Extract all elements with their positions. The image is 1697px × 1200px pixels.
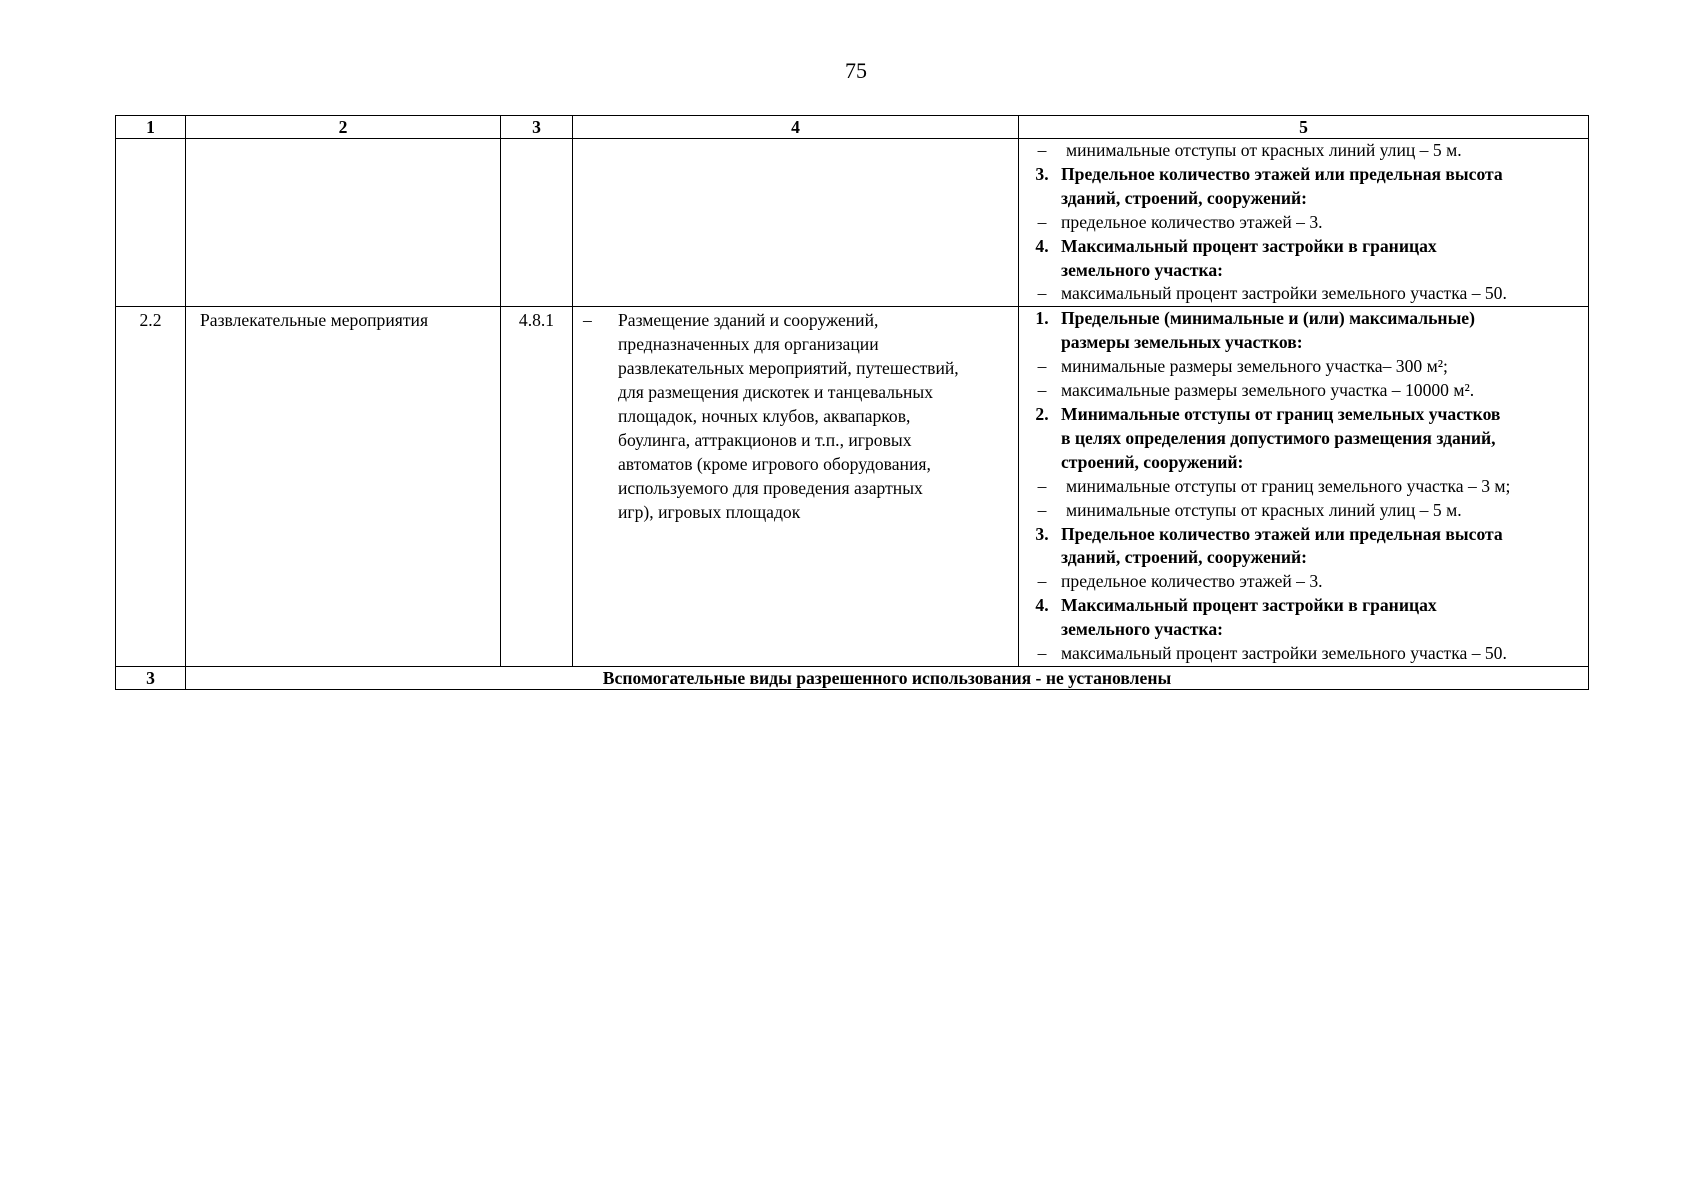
parameter-text: предельное количество этажей – 3.: [1061, 571, 1323, 592]
list-marker: 3.: [1035, 523, 1049, 544]
parameter-text: Минимальные отступы от границ земельных участков: [1061, 403, 1501, 424]
list-marker: –: [1037, 211, 1047, 232]
parameter-line: [1031, 546, 1584, 570]
parameter-line: [1031, 259, 1584, 283]
parameter-line: [1031, 451, 1584, 475]
parameter-text: Предельное количество этажей или предельная высота: [1061, 523, 1503, 544]
column-header: 3: [501, 116, 573, 139]
table-row-3: [116, 666, 1589, 689]
parameter-text: зданий, строений, сооружений:: [1061, 547, 1308, 568]
parameter-text: в целях определения допустимого размещения зданий,: [1061, 427, 1496, 448]
parameters-cell: [1019, 307, 1589, 667]
list-marker: 3.: [1035, 163, 1049, 184]
use-type-name: Развлекательные мероприятия: [186, 307, 501, 667]
list-marker: –: [1037, 140, 1047, 160]
use-type-code: 4.8.1: [501, 307, 573, 667]
parameter-text: минимальные отступы от границ земельного участка – 3 м;: [1066, 475, 1511, 496]
parameter-line: [1031, 427, 1584, 451]
list-marker: –: [1037, 643, 1047, 664]
parameter-line: [1031, 307, 1584, 331]
parameter-line: [1031, 594, 1584, 618]
description-line: Размещение зданий и сооружений,: [618, 310, 879, 331]
parameter-line: [1031, 570, 1584, 594]
column-header: 2: [186, 116, 501, 139]
description-line: предназначенных для организации: [618, 334, 879, 355]
parameter-text: максимальный процент застройки земельного участка – 50.: [1061, 643, 1507, 664]
parameter-line: [1031, 163, 1584, 187]
description-line: площадок, ночных клубов, аквапарков,: [618, 405, 911, 426]
parameter-line: [1031, 235, 1584, 259]
parameter-text: земельного участка:: [1061, 259, 1224, 280]
list-marker: 4.: [1035, 595, 1049, 616]
parameter-text: максимальные размеры земельного участка – 10000 м².: [1061, 380, 1475, 401]
table-row-2-2: [116, 307, 1589, 667]
use-description-cell: [573, 307, 1019, 667]
parameter-line: [1031, 523, 1584, 547]
description-line: автоматов (кроме игрового оборудования,: [618, 453, 931, 474]
empty-cell: [116, 139, 186, 307]
list-marker: –: [1037, 475, 1047, 496]
table-header-row: [116, 116, 1589, 139]
parameter-line: [1031, 403, 1584, 427]
parameter-text: предельное количество этажей – 3.: [1061, 211, 1323, 232]
parameter-text: минимальные отступы от красных линий улиц – 5 м.: [1066, 499, 1462, 520]
parameter-line: [1031, 642, 1584, 666]
parameter-text: Максимальный процент застройки в границах: [1061, 595, 1437, 616]
table-row-continued: [116, 139, 1589, 307]
parameter-text: Максимальный процент застройки в границах: [1061, 235, 1437, 256]
empty-cell: [501, 139, 573, 307]
parameter-line: [1031, 475, 1584, 499]
parameter-text: максимальный процент застройки земельного участка – 50.: [1061, 283, 1507, 304]
parameter-text: минимальные отступы от красных линий улиц – 5 м.: [1066, 140, 1462, 160]
list-marker: –: [1037, 571, 1047, 592]
parameter-line: [1031, 187, 1584, 211]
parameter-line: [1031, 331, 1584, 355]
description-line: боулинга, аттракционов и т.п., игровых: [618, 429, 912, 450]
parameter-text: размеры земельных участков:: [1061, 332, 1303, 353]
description-line: игр), игровых площадок: [618, 501, 801, 522]
parameter-text: земельного участка:: [1061, 619, 1224, 640]
column-header: 4: [573, 116, 1019, 139]
column-header: 1: [116, 116, 186, 139]
description-line: используемого для проведения азартных: [618, 477, 923, 498]
parameter-line: [1031, 282, 1584, 306]
list-marker: –: [1037, 283, 1047, 304]
list-marker: –: [1037, 499, 1047, 520]
parameter-text: строений, сооружений:: [1061, 451, 1244, 472]
parameter-line: [1031, 211, 1584, 235]
list-marker: –: [1037, 380, 1047, 401]
list-marker: 1.: [1035, 308, 1049, 329]
empty-cell: [186, 139, 501, 307]
page-number: 75: [845, 58, 867, 83]
regulations-table: [115, 115, 1589, 690]
parameter-line: [1031, 379, 1584, 403]
dash-marker: –: [583, 310, 592, 331]
parameter-line: [1031, 355, 1584, 379]
list-marker: –: [1037, 356, 1047, 377]
parameter-text: минимальные размеры земельного участка– 300 м²;: [1061, 356, 1448, 377]
parameter-line: [1031, 618, 1584, 642]
parameter-line: [1031, 499, 1584, 523]
auxiliary-uses-note: Вспомогательные виды разрешенного использования - не установлены: [186, 666, 1589, 689]
parameter-text: Предельное количество этажей или предельная высота: [1061, 163, 1503, 184]
column-header: 5: [1019, 116, 1589, 139]
row-number: 2.2: [116, 307, 186, 667]
description-line: для размещения дискотек и танцевальных: [618, 382, 934, 403]
parameter-text: зданий, строений, сооружений:: [1061, 187, 1308, 208]
empty-cell: [573, 139, 1019, 307]
parameters-cell: [1019, 139, 1589, 307]
parameter-text: Предельные (минимальные и (или) максимальные): [1061, 308, 1475, 329]
parameter-line: [1031, 139, 1584, 163]
use-description: [618, 309, 1012, 524]
list-marker: 4.: [1035, 235, 1049, 256]
list-marker: 2.: [1035, 403, 1049, 424]
row-number: 3: [116, 666, 186, 689]
description-line: развлекательных мероприятий, путешествий,: [618, 358, 959, 379]
